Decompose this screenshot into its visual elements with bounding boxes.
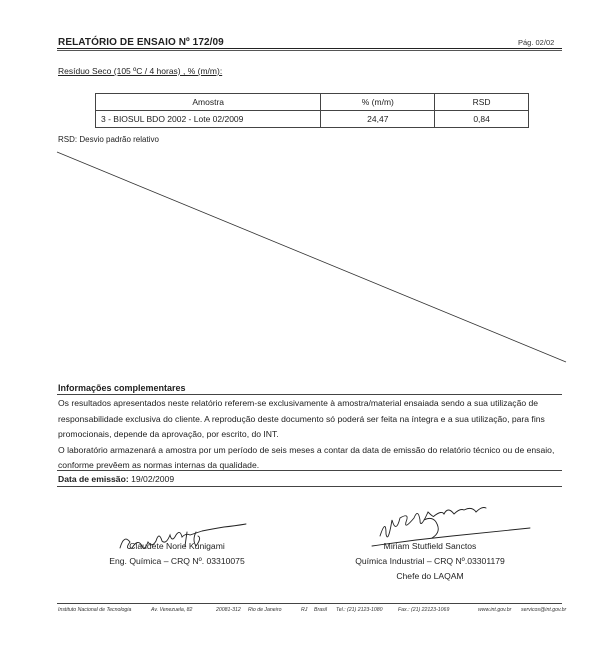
- footer-website[interactable]: www.int.gov.br: [478, 607, 512, 613]
- footer-state: RJ: [301, 607, 308, 613]
- footer-institute: Instituto Nacional de Tecnologia: [58, 607, 132, 613]
- info-section-title: Informações complementares: [58, 383, 186, 393]
- footer-rule: [57, 603, 562, 604]
- emission-label: Data de emissão:: [58, 474, 129, 484]
- footer-address: Av. Venezuela, 82: [151, 607, 193, 613]
- signature-block-left: [97, 540, 257, 567]
- test-subtitle: Resíduo Seco (105 ºC / 4 horas) , % (m/m):: [58, 66, 223, 76]
- footer-phone: Tel.: (21) 2123-1080: [336, 607, 383, 613]
- info-paragraph-1: Os resultados apresentados neste relatório referem-se exclusivamente à amostra/material ensaiada sendo a sua utilização de responsabilidade exclusiva do cliente. A reprodução deste documento só poderá ser feita na íntegra e a sua utilização, para fins promocionais, depende da aprovação, por escrito, do INT.: [58, 398, 545, 440]
- signatory-title: Chefe do LAQAM: [396, 571, 464, 582]
- footer-email[interactable]: servicos@int.gov.br: [521, 607, 567, 613]
- column-header-rsd: RSD: [435, 94, 529, 111]
- footer-cep: 20081-312: [216, 607, 241, 613]
- footer-city: Rio de Janeiro: [248, 607, 282, 613]
- emission-value: 19/02/2009: [131, 474, 175, 484]
- page-number: Pág. 02/02: [518, 38, 555, 47]
- cell-sample: 3 - BIOSUL BDO 2002 - Lote 02/2009: [96, 111, 321, 128]
- cell-percent: 24,47: [321, 111, 435, 128]
- signature-right-icon: [380, 508, 486, 537]
- report-title: RELATÓRIO DE ENSAIO Nº 172/09: [58, 37, 224, 48]
- cell-rsd: 0,84: [435, 111, 529, 128]
- footer-country: Brasil: [314, 607, 327, 613]
- signature-block-right: [330, 540, 530, 583]
- info-paragraph-2: O laboratório armazenará a amostra por um período de seis meses a contar da data de emissão do relatório técnico ou de ensaio, conforme prevêem as normas internas da qualidade.: [58, 444, 555, 471]
- signatory-name: Claudete Norie Kunigami: [129, 541, 225, 551]
- column-header-sample: Amostra: [96, 94, 321, 111]
- rsd-note: RSD: Desvio padrão relativo: [58, 135, 159, 144]
- signatory-name: Miriam Stutfield Sanctos: [383, 541, 477, 551]
- signatory-role: Química Industrial – CRQ Nº.03301179: [355, 556, 505, 567]
- footer-fax: Fax.: (21) 22123-1069: [398, 607, 450, 613]
- signatory-role: Eng. Química – CRQ Nº. 03310075: [109, 556, 245, 567]
- column-header-percent: % (m/m): [321, 94, 435, 111]
